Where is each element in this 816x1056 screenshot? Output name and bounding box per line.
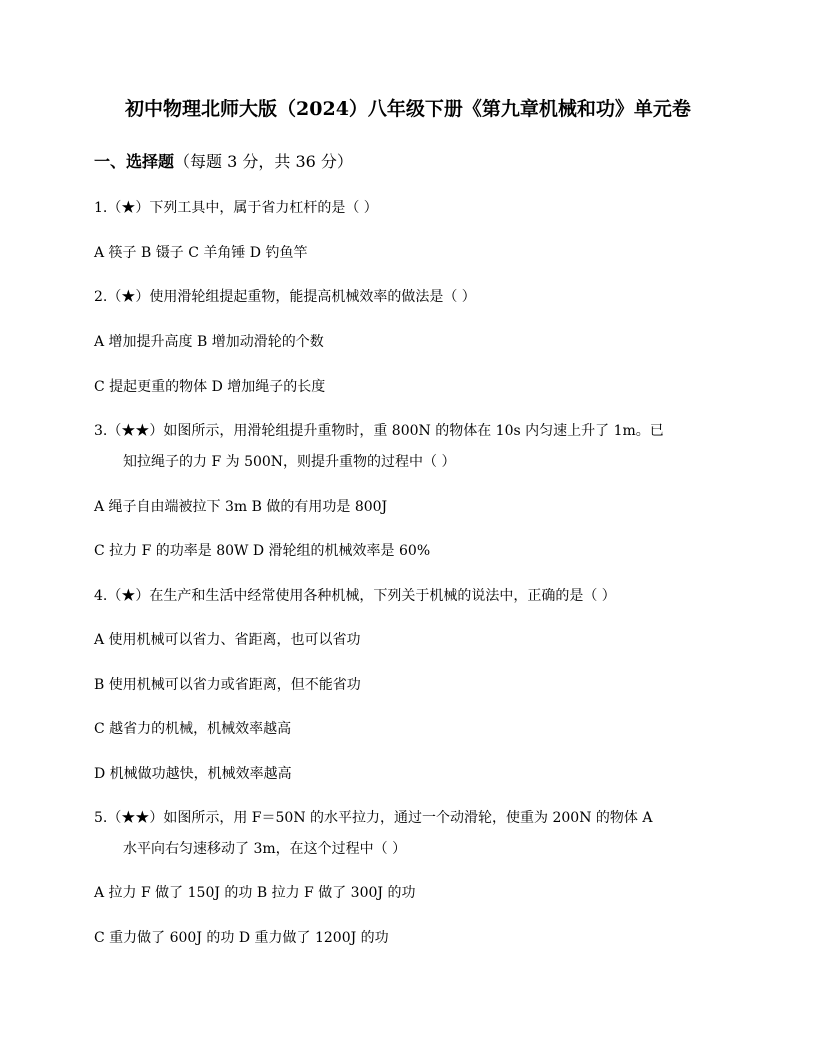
question-3-stem-continued: 知拉绳子的力 F 为 500N，则提升重物的过程中（ ） — [123, 454, 456, 470]
question-3-options-ab: A 绳子自由端被拉下 3m B 做的有用功是 800J — [94, 499, 388, 515]
section-note: （每题 3 分，共 36 分） — [174, 152, 353, 171]
question-4-option-c: C 越省力的机械，机械效率越高 — [94, 721, 292, 737]
question-4-stem: 4.（★）在生产和生活中经常使用各种机械，下列关于机械的说法中，正确的是（ ） — [94, 588, 616, 604]
question-2-options-ab: A 增加提升高度 B 增加动滑轮的个数 — [94, 334, 324, 350]
question-2-stem: 2.（★）使用滑轮组提起重物，能提高机械效率的做法是（ ） — [94, 289, 476, 305]
question-5-stem-continued: 水平向右匀速移动了 3m，在这个过程中（ ） — [123, 841, 407, 857]
question-5-options-cd: C 重力做了 600J 的功 D 重力做了 1200J 的功 — [94, 930, 389, 946]
question-4-option-b: B 使用机械可以省力或省距离，但不能省功 — [94, 677, 361, 693]
question-3-options-cd: C 拉力 F 的功率是 80W D 滑轮组的机械效率是 60% — [94, 543, 431, 559]
section-title: 一、选择题 — [94, 152, 175, 171]
question-4-option-d: D 机械做功越快，机械效率越高 — [94, 766, 292, 782]
question-5-stem: 5.（★★）如图所示，用 F＝50N 的水平拉力，通过一个动滑轮，使重为 200N 的物体 A — [94, 810, 653, 826]
document-title: 初中物理北师大版（2024）八年级下册《第九章机械和功》单元卷 — [125, 98, 691, 120]
question-1-stem: 1.（★）下列工具中，属于省力杠杆的是（ ） — [94, 200, 378, 216]
question-3-stem: 3.（★★）如图所示，用滑轮组提升重物时，重 800N 的物体在 10s 内匀速上升了 1m。已 — [94, 423, 664, 439]
question-1-options: A 筷子 B 镊子 C 羊角锤 D 钓鱼竿 — [94, 245, 308, 261]
question-5-options-ab: A 拉力 F 做了 150J 的功 B 拉力 F 做了 300J 的功 — [94, 885, 416, 901]
question-2-options-cd: C 提起更重的物体 D 增加绳子的长度 — [94, 379, 326, 395]
section-heading — [94, 150, 353, 174]
question-4-option-a: A 使用机械可以省力、省距离，也可以省功 — [94, 632, 361, 648]
